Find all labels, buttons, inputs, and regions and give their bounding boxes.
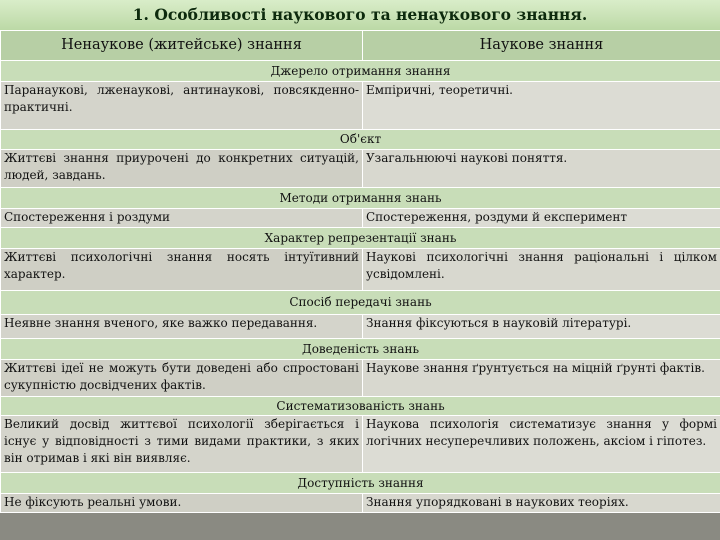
cell-scientific: Наукове знання ґрунтується на міцній ґрунті фактів. (363, 360, 720, 397)
section-heading-row (1, 291, 720, 315)
cell-non-scientific: Життєві психологічні знання носять інтуїтивний характер. (1, 249, 363, 291)
table-row (1, 82, 720, 130)
cell-non-scientific: Спостереження і роздуми (1, 209, 363, 228)
header-scientific: Наукове знання (363, 31, 720, 61)
section-heading-row (1, 473, 720, 494)
section-heading-row (1, 339, 720, 360)
section-heading-row (1, 61, 720, 82)
section-heading: Доступність знання (1, 473, 720, 494)
cell-scientific: Узагальнюючі наукові поняття. (363, 150, 720, 188)
section-heading: Методи отримання знань (1, 188, 720, 209)
header-non-scientific: Ненаукове (житейське) знання (1, 31, 363, 61)
section-heading: Спосіб передачі знань (1, 291, 720, 315)
section-heading: Доведеність знань (1, 339, 720, 360)
section-heading-row (1, 228, 720, 249)
cell-scientific: Емпіричні, теоретичні. (363, 82, 720, 130)
cell-non-scientific: Великий досвід життєвої психології зберігається і існує у відповідності з тими видами практики, з яких він отримав і які він виявляє. (1, 416, 363, 473)
section-heading-row (1, 397, 720, 416)
table-row (1, 360, 720, 397)
cell-non-scientific: Життєві знання приурочені до конкретних ситуацій, людей, завдань. (1, 150, 363, 188)
table-row (1, 416, 720, 473)
cell-non-scientific: Життєві ідеї не можуть бути доведені або спростовані сукупністю досвідчених фактів. (1, 360, 363, 397)
cell-non-scientific: Паранаукові, лженаукові, антинаукові, повсякденно-практичні. (1, 82, 363, 130)
cell-scientific: Наукові психологічні знання раціональні і цілком усвідомлені. (363, 249, 720, 291)
section-heading-row (1, 130, 720, 150)
cell-scientific: Знання фіксуються в науковій літературі. (363, 315, 720, 339)
section-heading-row (1, 188, 720, 209)
section-heading: Характер репрезентації знань (1, 228, 720, 249)
cell-non-scientific: Не фіксують реальні умови. (1, 494, 363, 513)
slide-title: 1. Особливості наукового та ненаукового знання. (0, 0, 720, 30)
table-row (1, 494, 720, 513)
section-heading: Об'єкт (1, 130, 720, 150)
section-heading: Джерело отримання знання (1, 61, 720, 82)
table-row (1, 209, 720, 228)
cell-scientific: Спостереження, роздуми й експеримент (363, 209, 720, 228)
cell-non-scientific: Неявне знання вченого, яке важко передавання. (1, 315, 363, 339)
cell-scientific: Наукова психологія систематизує знання у формі логічних несуперечливих положень, аксіом і гіпотез. (363, 416, 720, 473)
table-row (1, 150, 720, 188)
table-header-row (1, 31, 720, 61)
comparison-table (0, 30, 720, 513)
section-heading: Систематизованість знань (1, 397, 720, 416)
cell-scientific: Знання упорядковані в наукових теоріях. (363, 494, 720, 513)
table-row (1, 315, 720, 339)
table-row (1, 249, 720, 291)
